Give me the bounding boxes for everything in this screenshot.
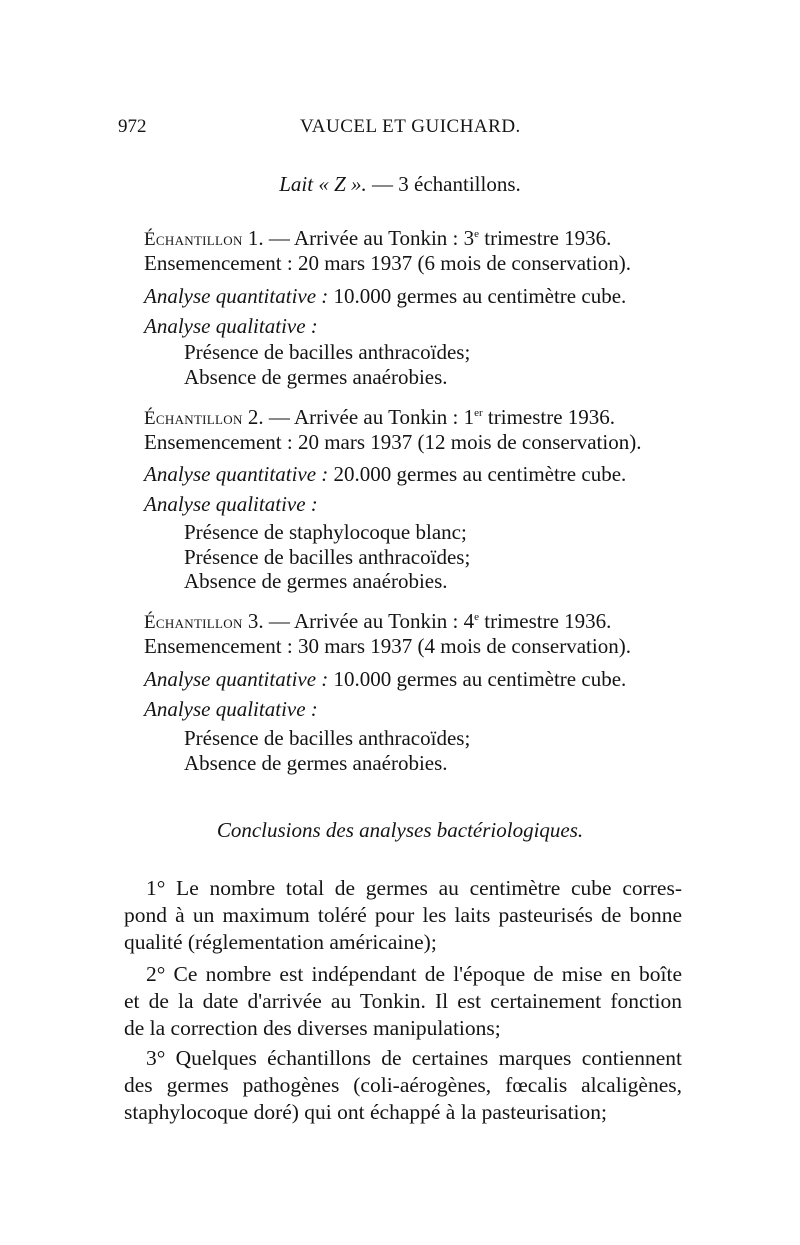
section-title-brand: « Z ». [318, 172, 367, 196]
arrival-sup: e [474, 228, 480, 240]
sample-2-finding: Présence de staphylocoque blanc; [184, 520, 467, 544]
quant-label: Analyse quantitative : [144, 667, 329, 691]
sample-2-finding: Présence de bacilles anthracoïdes; [184, 545, 471, 569]
sample-1-quantitative [144, 284, 626, 309]
arrival-text: — Arrivée au Tonkin : 1 [263, 405, 475, 429]
conclusion-3-line: 3° Quelques échantillons de certaines marques contiennent [146, 1046, 682, 1070]
sample-3-finding: Présence de bacilles anthracoïdes; [184, 726, 471, 750]
sample-3-finding: Absence de germes anaérobies. [184, 751, 448, 775]
sample-2-finding: Absence de germes anaérobies. [184, 569, 448, 593]
sample-3-quantitative [144, 667, 626, 692]
sample-label: Échantillon [144, 408, 243, 429]
conclusion-1-line: pond à un maximum toléré pour les laits pasteurisés de bonne [124, 903, 682, 927]
sample-2-quantitative [144, 462, 626, 487]
quant-value: 20.000 germes au centimètre cube. [328, 462, 627, 486]
sample-1-arrival [144, 226, 611, 251]
conclusion-2-line: et de la date d'arrivée au Tonkin. Il est certainement fonction [124, 989, 682, 1013]
quant-value: 10.000 germes au centimètre cube. [328, 667, 627, 691]
sample-1-finding: Présence de bacilles anthracoïdes; [184, 340, 471, 364]
sample-2-arrival [144, 405, 615, 430]
section-title-suffix: — 3 échantillons. [366, 172, 521, 196]
arrival-sup: e [474, 611, 480, 623]
sample-3-seeding: Ensemencement : 30 mars 1937 (4 mois de conservation). [144, 634, 631, 658]
quant-label: Analyse quantitative : [144, 462, 329, 486]
conclusion-3-line: staphylocoque doré) qui ont échappé à la pasteurisation; [124, 1100, 607, 1124]
arrival-sup: er [474, 407, 483, 419]
sample-number: 3. [247, 609, 264, 633]
sample-2-qualitative-label: Analyse qualitative : [144, 492, 318, 516]
conclusion-2-line: de la correction des diverses manipulations; [124, 1016, 501, 1040]
conclusion-1-line: qualité (réglementation américaine); [124, 930, 437, 954]
arrival-rest: trimestre 1936. [479, 226, 612, 250]
arrival-rest: trimestre 1936. [479, 609, 612, 633]
arrival-text: — Arrivée au Tonkin : 3 [263, 226, 475, 250]
quant-label: Analyse quantitative : [144, 284, 329, 308]
sample-number: 1. [247, 226, 264, 250]
section-title-prefix: Lait [279, 172, 314, 196]
running-head: VAUCEL ET GUICHARD. [300, 116, 521, 137]
sample-3-qualitative-label: Analyse qualitative : [144, 697, 318, 721]
sample-1-qualitative-label: Analyse qualitative : [144, 314, 318, 338]
sample-number: 2. [247, 405, 264, 429]
sample-label: Échantillon [144, 229, 243, 250]
sample-1-finding: Absence de germes anaérobies. [184, 365, 448, 389]
quant-value: 10.000 germes au centimètre cube. [328, 284, 627, 308]
sample-2-seeding: Ensemencement : 20 mars 1937 (12 mois de conservation). [144, 430, 642, 454]
sample-3-arrival [144, 609, 611, 634]
conclusion-3-line: des germes pathogènes (coli-aérogènes, fœcalis alcaligènes, [124, 1073, 682, 1097]
conclusions-title: Conclusions des analyses bactériologiques. [216, 818, 584, 842]
section-title [0, 172, 800, 197]
sample-label: Échantillon [144, 612, 243, 633]
arrival-text: — Arrivée au Tonkin : 4 [263, 609, 475, 633]
conclusion-1-line: 1° Le nombre total de germes au centimètre cube corres- [146, 876, 682, 900]
page-number: 972 [118, 116, 147, 137]
conclusion-2-line: 2° Ce nombre est indépendant de l'époque de mise en boîte [146, 962, 682, 986]
arrival-rest: trimestre 1936. [482, 405, 616, 429]
sample-1-seeding: Ensemencement : 20 mars 1937 (6 mois de conservation). [144, 251, 631, 275]
